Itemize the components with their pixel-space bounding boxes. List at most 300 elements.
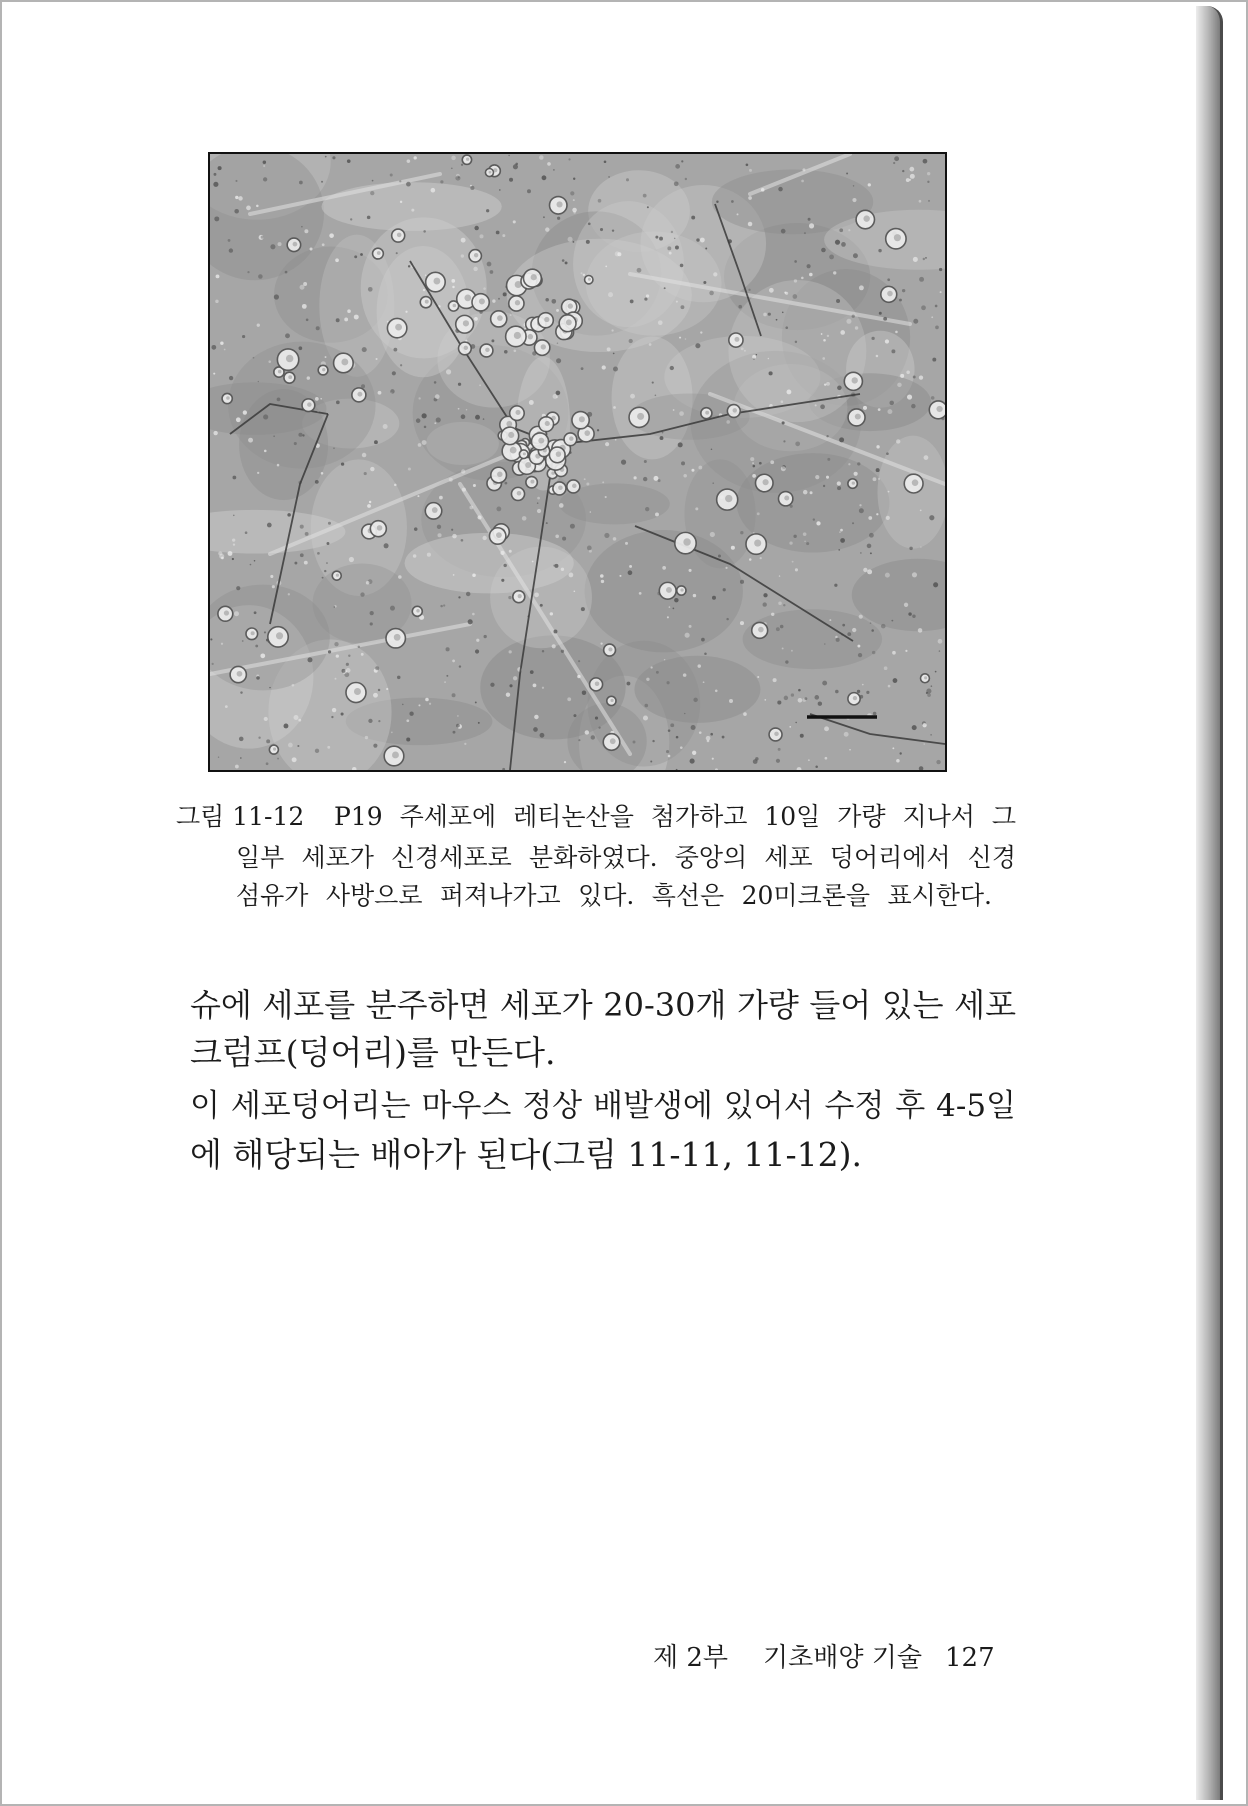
figure-caption-label: 그림 11-12	[176, 802, 305, 831]
micrograph-speckle	[245, 531, 248, 534]
micrograph-cell-nucleus	[754, 539, 761, 546]
micrograph-speckle	[277, 758, 279, 760]
micrograph-speckle	[792, 561, 794, 563]
micrograph-speckle	[929, 515, 934, 520]
micrograph-speckle	[763, 602, 767, 606]
micrograph-speckle	[696, 238, 699, 241]
micrograph-cell-nucleus	[395, 324, 402, 331]
micrograph-speckle	[390, 606, 395, 611]
micrograph-speckle	[669, 252, 672, 255]
micrograph-speckle	[455, 176, 460, 181]
micrograph-speckle	[392, 371, 396, 375]
micrograph-speckle	[700, 238, 705, 243]
micrograph-speckle	[354, 255, 357, 258]
micrograph-cell-nucleus	[357, 392, 362, 397]
micrograph-speckle	[798, 698, 803, 703]
micrograph-speckle	[748, 196, 752, 200]
micrograph-speckle	[416, 418, 421, 423]
footer-part: 제 2부	[653, 1643, 729, 1673]
micrograph-speckle	[292, 757, 297, 762]
micrograph-speckle	[483, 536, 487, 540]
micrograph-speckle	[504, 482, 507, 485]
micrograph-speckle	[266, 762, 269, 765]
micrograph-speckle	[446, 675, 448, 677]
micrograph-speckle	[298, 719, 301, 722]
micrograph-speckle	[397, 676, 400, 679]
micrograph-speckle	[650, 666, 652, 668]
micrograph-speckle	[801, 277, 804, 280]
micrograph-speckle	[218, 757, 219, 758]
micrograph-speckle	[680, 305, 684, 309]
micrograph-speckle	[584, 478, 586, 480]
micrograph-speckle	[782, 312, 784, 314]
micrograph-speckle	[918, 628, 923, 633]
micrograph-speckle	[572, 208, 577, 213]
micrograph-speckle	[740, 580, 744, 584]
micrograph-speckle	[863, 406, 867, 410]
micrograph-speckle	[307, 376, 310, 379]
micrograph-speckle	[857, 462, 860, 465]
micrograph-speckle	[866, 691, 869, 694]
micrograph-image	[210, 154, 945, 770]
micrograph-speckle	[346, 668, 351, 673]
micrograph-speckle	[408, 265, 410, 267]
micrograph-speckle	[322, 243, 325, 246]
micrograph-speckle	[926, 689, 931, 694]
micrograph-speckle	[878, 408, 881, 411]
micrograph-speckle	[909, 167, 914, 172]
micrograph-speckle	[625, 542, 628, 545]
micrograph-speckle	[794, 260, 797, 263]
micrograph-speckle	[475, 649, 479, 653]
micrograph-speckle	[769, 288, 774, 293]
micrograph-speckle	[741, 347, 744, 350]
micrograph-speckle	[260, 653, 265, 658]
micrograph-speckle	[306, 318, 309, 321]
micrograph-cell-nucleus	[286, 355, 293, 362]
micrograph-speckle	[867, 569, 872, 574]
micrograph-speckle	[373, 693, 378, 698]
micrograph-speckle	[825, 757, 828, 760]
micrograph-cell-nucleus	[251, 631, 255, 635]
micrograph-speckle	[246, 205, 251, 210]
micrograph-speckle	[646, 678, 649, 681]
micrograph-speckle	[298, 433, 302, 437]
micrograph-speckle	[670, 366, 674, 370]
micrograph-speckle	[438, 533, 442, 537]
micrograph-speckle	[461, 254, 464, 257]
micrograph-speckle	[716, 201, 718, 203]
micrograph-speckle	[827, 458, 830, 461]
micrograph-cell-nucleus	[545, 421, 550, 426]
micrograph-speckle	[896, 759, 900, 763]
micrograph-speckle	[274, 294, 279, 299]
micrograph-speckle	[829, 254, 834, 259]
micrograph-speckle	[647, 206, 649, 208]
micrograph-speckle	[691, 469, 694, 472]
body-line-2: 크럼프(덩어리)를 만든다.	[190, 1033, 556, 1072]
micrograph-speckle	[905, 650, 907, 652]
micrograph-speckle	[619, 575, 621, 577]
micrograph-speckle	[321, 181, 323, 183]
micrograph-speckle	[347, 159, 351, 163]
micrograph-speckle	[368, 719, 372, 723]
micrograph-speckle	[533, 683, 537, 687]
micrograph-speckle	[573, 178, 575, 180]
micrograph-speckle	[643, 194, 647, 198]
micrograph-speckle	[644, 704, 648, 708]
micrograph-speckle	[452, 660, 455, 663]
micrograph-speckle	[691, 725, 696, 730]
micrograph-cell-nucleus	[464, 346, 468, 350]
micrograph-speckle	[527, 189, 531, 193]
micrograph-speckle	[542, 687, 544, 689]
micrograph-speckle	[633, 741, 636, 744]
micrograph-speckle	[760, 557, 762, 559]
micrograph-speckle	[600, 642, 602, 644]
micrograph-speckle	[458, 596, 460, 598]
micrograph-speckle	[793, 535, 796, 538]
micrograph-speckle	[846, 172, 848, 174]
micrograph-cell-nucleus	[525, 462, 531, 468]
micrograph-cell-nucleus	[276, 632, 283, 639]
micrograph-speckle	[924, 455, 929, 460]
micrograph-speckle	[695, 343, 700, 348]
micrograph-speckle	[583, 274, 585, 276]
micrograph-cell-nucleus	[852, 377, 858, 383]
micrograph-speckle	[473, 484, 476, 487]
micrograph-speckle	[786, 390, 791, 395]
micrograph-speckle	[782, 648, 784, 650]
micrograph-speckle	[849, 749, 851, 751]
micrograph-cell-nucleus	[588, 278, 591, 281]
micrograph-speckle	[660, 436, 664, 440]
micrograph-speckle	[400, 364, 402, 366]
micrograph-speckle	[878, 249, 881, 252]
micrograph-speckle	[472, 573, 476, 577]
micrograph-speckle	[676, 301, 678, 303]
micrograph-speckle	[870, 622, 872, 624]
micrograph-speckle	[487, 262, 492, 267]
micrograph-speckle	[215, 300, 218, 303]
micrograph-speckle	[375, 666, 379, 670]
micrograph-speckle	[844, 732, 849, 737]
micrograph-speckle	[836, 299, 840, 303]
micrograph-speckle	[301, 226, 303, 228]
micrograph-speckle	[704, 653, 707, 656]
figure-caption-line-3: 섬유가 사방으로 퍼져나가고 있다. 흑선은 20미크론을 표시한다.	[236, 881, 992, 910]
micrograph-speckle	[703, 281, 706, 284]
micrograph-speckle	[878, 478, 880, 480]
micrograph-speckle	[461, 164, 463, 166]
micrograph-speckle	[242, 640, 244, 642]
micrograph-speckle	[680, 264, 684, 268]
micrograph-speckle	[411, 209, 414, 212]
micrograph-cell-nucleus	[224, 610, 229, 615]
micrograph-speckle	[750, 457, 754, 461]
micrograph-speckle	[258, 381, 259, 382]
micrograph-cell-nucleus	[354, 688, 361, 695]
micrograph-speckle	[912, 725, 917, 730]
micrograph-speckle	[804, 541, 805, 542]
micrograph-speckle	[258, 274, 263, 279]
micrograph-speckle	[876, 445, 879, 448]
micrograph-speckle	[547, 162, 551, 166]
micrograph-speckle	[413, 554, 417, 558]
micrograph-speckle	[477, 515, 481, 519]
micrograph-cell-nucleus	[517, 491, 522, 496]
micrograph-speckle	[738, 305, 742, 309]
micrograph-speckle	[585, 730, 589, 734]
micrograph-speckle	[574, 590, 576, 592]
micrograph-speckle	[615, 251, 620, 256]
micrograph-speckle	[755, 757, 758, 760]
micrograph-speckle	[699, 731, 702, 734]
micrograph-speckle	[417, 495, 419, 497]
micrograph-speckle	[578, 739, 580, 741]
micrograph-speckle	[458, 383, 461, 386]
micrograph-speckle	[551, 299, 556, 304]
micrograph-speckle	[360, 253, 363, 256]
micrograph-speckle	[405, 311, 407, 313]
micrograph-speckle	[698, 466, 702, 470]
micrograph-speckle	[669, 606, 671, 608]
micrograph-speckle	[446, 369, 451, 374]
micrograph-speckle	[214, 216, 219, 221]
micrograph-speckle	[225, 705, 228, 708]
micrograph-speckle	[581, 272, 583, 274]
micrograph-speckle	[608, 292, 613, 297]
micrograph-speckle	[935, 326, 939, 330]
micrograph-speckle	[228, 239, 231, 242]
micrograph-speckle	[254, 560, 256, 562]
micrograph-speckle	[468, 619, 473, 624]
micrograph-speckle	[886, 516, 890, 520]
micrograph-speckle	[540, 604, 543, 607]
micrograph-speckle	[325, 356, 327, 358]
micrograph-speckle	[588, 222, 591, 225]
micrograph-speckle	[794, 279, 797, 282]
micrograph-speckle	[229, 248, 233, 252]
micrograph-cell-nucleus	[734, 337, 739, 342]
micrograph-speckle	[912, 572, 917, 577]
micrograph-speckle	[458, 408, 460, 410]
micrograph-speckle	[453, 731, 456, 734]
micrograph-cell-nucleus	[544, 317, 549, 322]
micrograph-speckle	[332, 156, 335, 159]
micrograph-speckle	[299, 181, 303, 185]
micrograph-cell-nucleus	[466, 158, 469, 161]
micrograph-speckle	[242, 335, 245, 338]
micrograph-speckle	[712, 758, 714, 760]
micrograph-speckle	[782, 421, 785, 424]
micrograph-speckle	[709, 291, 714, 296]
micrograph-speckle	[326, 562, 328, 564]
micrograph-speckle	[509, 650, 512, 653]
micrograph-speckle	[773, 678, 777, 682]
micrograph-speckle	[302, 434, 304, 436]
micrograph-speckle	[462, 488, 466, 492]
micrograph-speckle	[299, 346, 303, 350]
micrograph-speckle	[559, 503, 564, 508]
micrograph-speckle	[749, 169, 752, 172]
micrograph-speckle	[348, 655, 350, 657]
micrograph-speckle	[777, 700, 781, 704]
micrograph-speckle	[263, 414, 268, 419]
micrograph-speckle	[396, 252, 398, 254]
micrograph-speckle	[768, 313, 771, 316]
micrograph-speckle	[679, 411, 684, 416]
micrograph-speckle	[923, 258, 925, 260]
micrograph-speckle	[791, 650, 793, 652]
micrograph-speckle	[590, 511, 592, 513]
micrograph-speckle	[429, 703, 431, 705]
micrograph-speckle	[664, 287, 666, 289]
micrograph-speckle	[630, 300, 634, 304]
micrograph-speckle	[370, 611, 374, 615]
micrograph-cell-nucleus	[887, 291, 893, 297]
micrograph-speckle	[464, 743, 466, 745]
micrograph-speckle	[483, 635, 486, 638]
micrograph-speckle	[334, 606, 336, 608]
micrograph-speckle	[789, 541, 792, 544]
micrograph-speckle	[537, 509, 541, 513]
micrograph-speckle	[938, 639, 943, 644]
micrograph-speckle	[453, 574, 455, 576]
micrograph-speckle	[496, 231, 500, 235]
micrograph-speckle	[920, 509, 922, 511]
micrograph-speckle	[823, 485, 825, 487]
micrograph-cell-nucleus	[584, 430, 590, 436]
micrograph-speckle	[931, 685, 933, 687]
micrograph-cell-nucleus	[397, 233, 402, 238]
micrograph-speckle	[887, 278, 890, 281]
micrograph-speckle	[904, 603, 908, 607]
micrograph-speckle	[232, 476, 236, 480]
micrograph-speckle	[718, 555, 721, 558]
micrograph-speckle	[630, 394, 635, 399]
micrograph-speckle	[692, 751, 696, 755]
micrograph-speckle	[437, 525, 441, 529]
micrograph-speckle	[383, 424, 388, 429]
micrograph-speckle	[595, 716, 598, 719]
micrograph-speckle	[366, 581, 370, 585]
micrograph-speckle	[650, 761, 652, 763]
micrograph-speckle	[567, 697, 571, 701]
micrograph-speckle	[483, 418, 485, 420]
micrograph-speckle	[490, 270, 494, 274]
micrograph-speckle	[892, 747, 894, 749]
micrograph-speckle	[561, 650, 564, 653]
micrograph-speckle	[346, 663, 349, 666]
micrograph-speckle	[539, 155, 543, 159]
micrograph-speckle	[500, 551, 504, 555]
micrograph-speckle	[444, 681, 446, 683]
micrograph-speckle	[684, 713, 685, 714]
micrograph-speckle	[643, 477, 647, 481]
micrograph-speckle	[816, 521, 820, 525]
micrograph-speckle	[810, 491, 813, 494]
micrograph-speckle	[846, 319, 851, 324]
micrograph-speckle	[376, 358, 378, 360]
micrograph-speckle	[876, 468, 880, 472]
micrograph-speckle	[920, 546, 921, 547]
micrograph-speckle	[315, 480, 319, 484]
micrograph-patch	[634, 656, 760, 723]
micrograph-speckle	[321, 472, 324, 475]
micrograph-cell-nucleus	[489, 171, 492, 174]
micrograph-speckle	[911, 404, 915, 408]
micrograph-speckle	[743, 712, 747, 716]
micrograph-speckle	[857, 690, 860, 693]
micrograph-speckle	[446, 647, 450, 651]
micrograph-cell-nucleus	[572, 484, 577, 489]
micrograph-speckle	[294, 562, 297, 565]
micrograph-speckle	[394, 484, 397, 487]
micrograph-speckle	[561, 568, 564, 571]
micrograph-patch	[361, 217, 487, 358]
micrograph-speckle	[803, 532, 807, 536]
micrograph-speckle	[690, 759, 695, 764]
micrograph-speckle	[235, 196, 238, 199]
micrograph-speckle	[693, 594, 696, 597]
micrograph-speckle	[827, 335, 829, 337]
micrograph-cell-nucleus	[853, 696, 857, 700]
micrograph-speckle	[785, 660, 788, 663]
micrograph-speckle	[605, 442, 609, 446]
micrograph-speckle	[263, 161, 266, 164]
micrograph-speckle	[800, 734, 804, 738]
micrograph-speckle	[587, 546, 592, 551]
micrograph-speckle	[233, 515, 234, 516]
micrograph-speckle	[907, 394, 912, 399]
micrograph-speckle	[746, 163, 749, 166]
micrograph-speckle	[273, 435, 275, 437]
micrograph-speckle	[358, 646, 360, 648]
micrograph-speckle	[713, 272, 717, 276]
micrograph-cell-nucleus	[855, 414, 861, 420]
micrograph-speckle	[332, 708, 336, 712]
micrograph-speckle	[821, 248, 826, 253]
micrograph-speckle	[513, 220, 516, 223]
micrograph-speckle	[451, 529, 453, 531]
micrograph-speckle	[809, 223, 814, 228]
micrograph-speckle	[513, 164, 518, 169]
micrograph-patch	[322, 182, 502, 231]
micrograph-speckle	[439, 496, 443, 500]
micrograph-speckle	[813, 518, 815, 520]
micrograph-speckle	[427, 553, 431, 557]
micrograph-speckle	[304, 561, 308, 565]
micrograph-speckle	[919, 277, 924, 282]
micrograph-speckle	[597, 429, 599, 431]
micrograph-speckle	[675, 246, 679, 250]
micrograph-speckle	[545, 227, 549, 231]
micrograph-speckle	[667, 681, 670, 684]
micrograph-speckle	[258, 737, 260, 739]
micrograph-speckle	[255, 645, 258, 648]
micrograph-speckle	[440, 605, 442, 607]
micrograph-speckle	[793, 294, 798, 299]
micrograph-speckle	[451, 167, 453, 169]
micrograph-speckle	[705, 247, 707, 249]
micrograph-speckle	[378, 689, 380, 691]
micrograph-speckle	[556, 391, 561, 396]
micrograph-speckle	[300, 285, 305, 290]
micrograph-speckle	[256, 205, 259, 208]
micrograph-speckle	[434, 422, 436, 424]
micrograph-speckle	[476, 639, 479, 642]
